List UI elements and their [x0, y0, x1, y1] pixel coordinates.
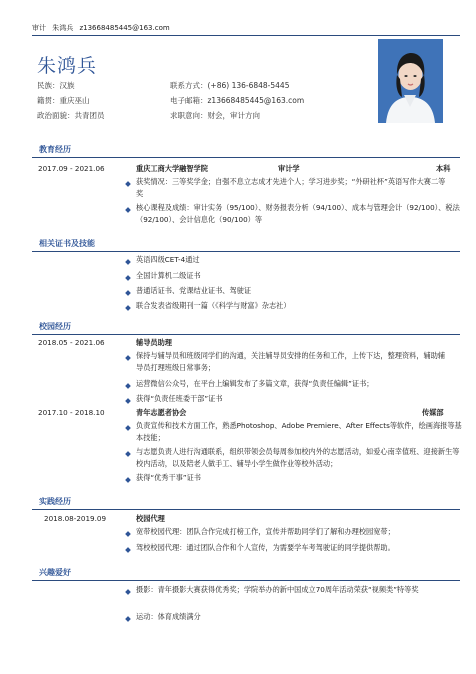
bullet-icon	[125, 451, 131, 457]
campus-org: 辅导员助理	[136, 338, 172, 347]
political-text: 政治面貌：共青团员	[37, 111, 105, 120]
education-item: 获奖情况：三等奖学金；自强不息立志成才先进个人；学习进步奖；“外研社杯”英语写作大赛二等奖	[136, 177, 446, 198]
bullet-icon	[125, 616, 131, 622]
campus-item: 保持与辅导员和班级同学们的沟通，关注辅导员安排的任务和工作，上传下达，整理资料，辅助辅导员打理班级日常事务；	[136, 351, 446, 372]
education-major: 审计学	[278, 164, 300, 173]
campus-date: 2017.10 - 2018.10	[38, 408, 105, 417]
profile-photo	[378, 39, 443, 123]
cert-item: 全国计算机二级证书	[136, 271, 201, 280]
header-role: 审计	[32, 24, 46, 32]
header-line	[32, 23, 174, 33]
bullet-icon	[125, 589, 131, 595]
bullet-icon	[125, 305, 131, 311]
hobbies-title: 兴趣爱好	[39, 568, 71, 577]
phone-text: 联系方式：(+86) 136-6848-5445	[170, 81, 290, 90]
education-item: 核心课程及成绩：审计实务（95/100）、财务报表分析（94/100）、成本与管理会计（92/100）、税法（92/100）、会计信息化（90/100）等	[136, 203, 460, 224]
campus-role: 传媒部	[422, 408, 444, 417]
campus-rule	[32, 334, 460, 335]
header-name: 朱鸿兵	[52, 24, 74, 32]
bullet-icon	[125, 383, 131, 389]
campus-item: 运营微信公众号，在平台上编辑发布了多篇文章，获得“负责任编辑”证书；	[136, 379, 374, 388]
header-rule	[32, 35, 460, 36]
bullet-icon	[125, 355, 131, 361]
campus-item: 获得“优秀干事”证书	[136, 473, 201, 482]
hobby-item: 摄影：青年摄影大赛获得优秀奖；学院举办的新中国成立70周年活动荣获“视频类”特等奖	[136, 585, 419, 594]
bullet-icon	[125, 425, 131, 431]
education-rule	[32, 157, 460, 158]
education-degree: 本科	[436, 164, 451, 173]
campus-title: 校园经历	[39, 322, 71, 331]
certs-title: 相关证书及技能	[39, 239, 95, 248]
bullet-icon	[125, 477, 131, 483]
bullet-icon	[125, 531, 131, 537]
practice-date: 2018.08-2019.09	[44, 514, 107, 523]
campus-item: 与志愿负责人进行沟通联系，组织带领会员每周参加校内外的志愿活动，如爱心南幸值班、迎接新生等校内活动，以及陪老人做手工、辅导小学生做作业等校外活动；	[136, 447, 460, 468]
intent-text: 求职意向：财会，审计方向	[170, 111, 260, 120]
campus-item: 获得“负责任班委干部”证书	[136, 394, 223, 403]
hobby-item: 运动：体育成绩满分	[136, 612, 201, 621]
campus-item: 负责宣传和技术方面工作，熟悉Photoshop、Adobe Premiere、After Effects等软件，绘画海报等基本技能；	[136, 421, 462, 442]
header-email: z13668485445@163.com	[79, 24, 170, 32]
practice-item: 宽带校园代理：团队合作完成打榜工作，宣传并帮助同学们了解和办理校园宽带；	[136, 527, 395, 536]
cert-item: 英语四级CET-4通过	[136, 255, 200, 264]
certs-rule	[32, 251, 460, 252]
campus-org: 青年志愿者协会	[136, 408, 187, 417]
practice-title: 实践经历	[39, 497, 71, 506]
bullet-icon	[125, 259, 131, 265]
ethnicity-text: 民族：汉族	[37, 81, 75, 90]
bullet-icon	[125, 181, 131, 187]
cert-item: 普通话证书、党课结业证书、驾驶证	[136, 286, 252, 295]
campus-date: 2018.05 - 2021.06	[38, 338, 105, 347]
practice-item: 驾校校园代理：通过团队合作和个人宣传，为需要学车考驾驶证的同学提供帮助。	[136, 543, 395, 552]
bullet-icon	[125, 275, 131, 281]
candidate-name: 朱鸿兵	[37, 55, 98, 77]
bullet-icon	[125, 547, 131, 553]
education-school: 重庆工商大学融智学院	[136, 164, 208, 173]
cert-item: 联合发表省级期刊一篇（《科学与财富》杂志社）	[136, 301, 291, 310]
hobbies-rule	[32, 580, 460, 581]
bullet-icon	[125, 290, 131, 296]
education-date: 2017.09 - 2021.06	[38, 164, 105, 173]
hometown-text: 籍贯：重庆巫山	[37, 96, 90, 105]
practice-rule	[32, 509, 460, 510]
email-text[interactable]: 电子邮箱：z13668485445@163.com	[170, 96, 305, 105]
practice-org: 校园代理	[136, 514, 165, 523]
bullet-icon	[125, 207, 131, 213]
bullet-icon	[125, 398, 131, 404]
education-title: 教育经历	[39, 145, 71, 154]
